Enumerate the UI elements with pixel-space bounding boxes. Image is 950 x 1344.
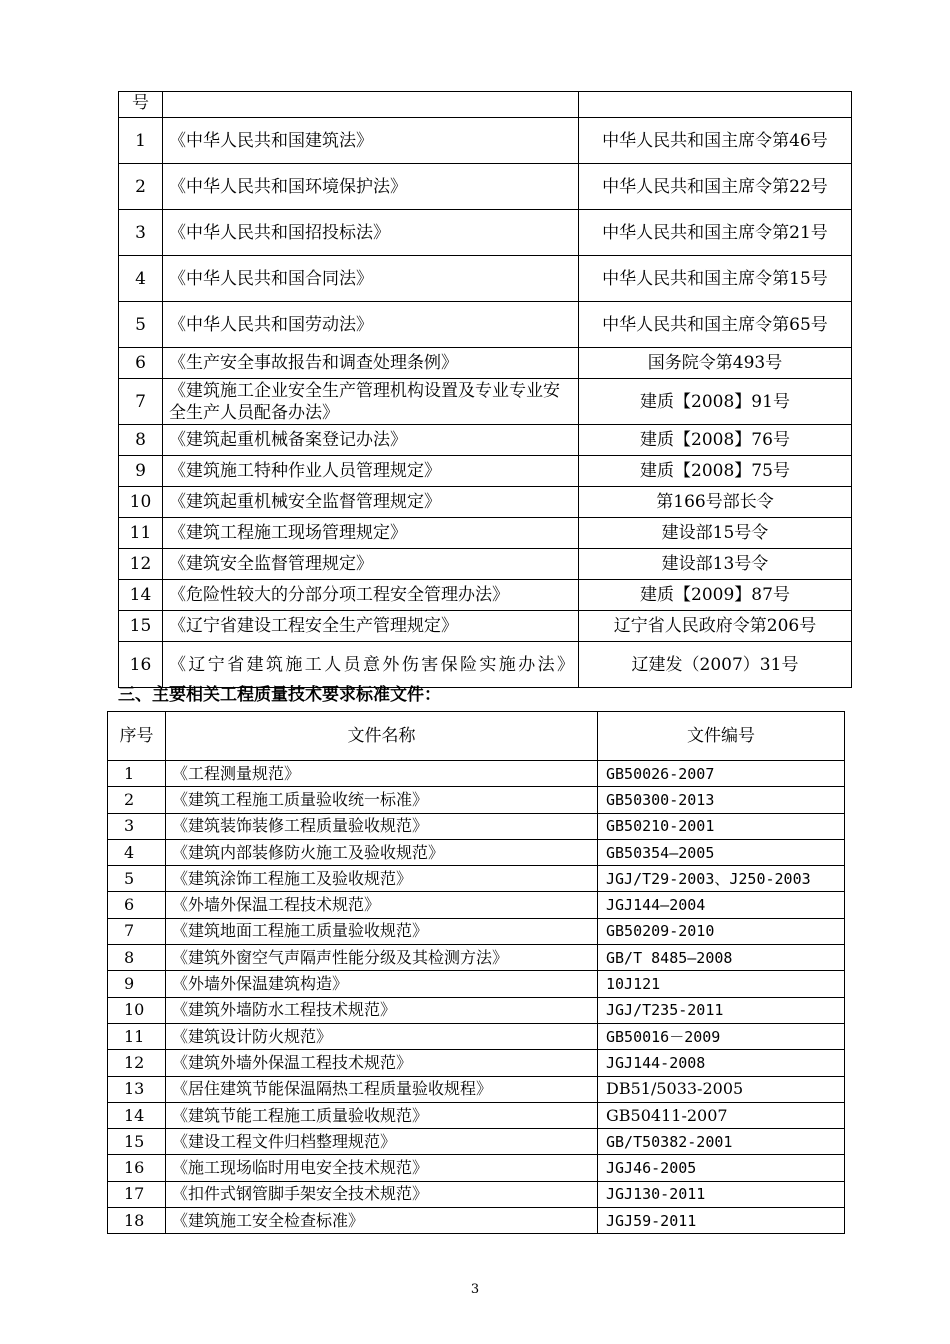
row-name: 《建筑起重机械备案登记办法》 — [163, 425, 579, 456]
row-num: 10 — [108, 997, 166, 1023]
row-ref: 中华人民共和国主席令第46号 — [579, 118, 852, 164]
table-row — [108, 1050, 845, 1076]
table-row — [108, 1155, 845, 1181]
row-name: 《辽宁省建设工程安全生产管理规定》 — [163, 611, 579, 642]
row-name: 《建筑涂饰工程施工及验收规范》 — [166, 866, 598, 892]
row-name: 《建筑安全监督管理规定》 — [163, 549, 579, 580]
row-name: 《建筑工程施工现场管理规定》 — [163, 518, 579, 549]
table-row — [119, 164, 852, 210]
row-name: 《辽宁省建筑施工人员意外伤害保险实施办法》 — [163, 642, 579, 688]
row-num: 1 — [108, 761, 166, 787]
row-ref: 建质【2008】91号 — [579, 379, 852, 425]
row-ref: 建质【2008】75号 — [579, 456, 852, 487]
row-num: 8 — [119, 425, 163, 456]
row-code: GB50026-2007 — [598, 761, 845, 787]
row-name: 《中华人民共和国合同法》 — [163, 256, 579, 302]
row-ref: 建质【2009】87号 — [579, 580, 852, 611]
row-ref: 国务院令第493号 — [579, 348, 852, 379]
row-ref: 中华人民共和国主席令第21号 — [579, 210, 852, 256]
row-ref: 辽宁省人民政府令第206号 — [579, 611, 852, 642]
table-row — [119, 348, 852, 379]
table-row — [108, 1102, 845, 1128]
row-num: 15 — [119, 611, 163, 642]
row-code: JGJ144—2004 — [598, 892, 845, 918]
table-row — [108, 839, 845, 865]
row-ref: 建设部15号令 — [579, 518, 852, 549]
table-row — [108, 1023, 845, 1049]
row-name: 《建筑工程施工质量验收统一标准》 — [166, 787, 598, 813]
row-num: 15 — [108, 1129, 166, 1155]
table-row — [119, 425, 852, 456]
row-code: GB/T50382-2001 — [598, 1129, 845, 1155]
row-name: 《扣件式钢管脚手架安全技术规范》 — [166, 1181, 598, 1207]
table-row — [108, 945, 845, 971]
header-num: 号 — [119, 92, 163, 118]
table-row — [108, 761, 845, 787]
row-ref: 建质【2008】76号 — [579, 425, 852, 456]
row-name: 《外墙外保温建筑构造》 — [166, 971, 598, 997]
table-row — [119, 210, 852, 256]
row-name: 《建筑施工企业安全生产管理机构设置及专业专业安全生产人员配备办法》 — [163, 379, 579, 425]
row-ref: 建设部13号令 — [579, 549, 852, 580]
row-name: 《建筑地面工程施工质量验收规范》 — [166, 918, 598, 944]
row-num: 7 — [119, 379, 163, 425]
table-row — [108, 892, 845, 918]
regulations-table — [118, 91, 852, 688]
row-name: 《中华人民共和国劳动法》 — [163, 302, 579, 348]
row-num: 14 — [119, 580, 163, 611]
row-name: 《建筑施工特种作业人员管理规定》 — [163, 456, 579, 487]
row-num: 3 — [119, 210, 163, 256]
table-row — [108, 1129, 845, 1155]
table-row — [119, 302, 852, 348]
row-ref: 第166号部长令 — [579, 487, 852, 518]
row-ref: 中华人民共和国主席令第15号 — [579, 256, 852, 302]
row-code: DB51/5033-2005 — [598, 1076, 845, 1102]
row-num: 5 — [108, 866, 166, 892]
table-row — [119, 456, 852, 487]
row-num: 6 — [108, 892, 166, 918]
row-ref: 中华人民共和国主席令第22号 — [579, 164, 852, 210]
row-num: 10 — [119, 487, 163, 518]
section-heading: 三、主要相关工程质量技术要求标准文件： — [118, 685, 441, 705]
row-num: 4 — [108, 839, 166, 865]
row-name: 《建筑设计防火规范》 — [166, 1023, 598, 1049]
row-num: 16 — [119, 642, 163, 688]
header-name — [163, 92, 579, 118]
page-number: 3 — [470, 1282, 480, 1297]
row-code: JGJ/T29-2003、J250-2003 — [598, 866, 845, 892]
table-row — [119, 118, 852, 164]
row-code: GB50300-2013 — [598, 787, 845, 813]
table-row — [108, 1076, 845, 1102]
table-row — [108, 971, 845, 997]
table-row — [119, 549, 852, 580]
row-name: 《建筑装饰装修工程质量验收规范》 — [166, 813, 598, 839]
row-num: 9 — [108, 971, 166, 997]
row-num: 2 — [108, 787, 166, 813]
row-num: 2 — [119, 164, 163, 210]
row-num: 14 — [108, 1102, 166, 1128]
row-code: 10J121 — [598, 971, 845, 997]
table-row — [108, 813, 845, 839]
row-code: GB50210-2001 — [598, 813, 845, 839]
row-name: 《危险性较大的分部分项工程安全管理办法》 — [163, 580, 579, 611]
table-header-row — [108, 712, 845, 761]
row-num: 4 — [119, 256, 163, 302]
row-name: 《建设工程文件归档整理规范》 — [166, 1129, 598, 1155]
row-code: JGJ46-2005 — [598, 1155, 845, 1181]
table-row — [119, 487, 852, 518]
row-num: 13 — [108, 1076, 166, 1102]
row-name: 《建筑施工安全检查标准》 — [166, 1208, 598, 1234]
row-num: 11 — [119, 518, 163, 549]
standards-table — [107, 711, 845, 1234]
row-code: GB50209-2010 — [598, 918, 845, 944]
row-name: 《施工现场临时用电安全技术规范》 — [166, 1155, 598, 1181]
row-ref: 辽建发（2007）31号 — [579, 642, 852, 688]
row-num: 18 — [108, 1208, 166, 1234]
row-name: 《中华人民共和国招投标法》 — [163, 210, 579, 256]
header-num: 序号 — [108, 712, 166, 761]
table-row — [119, 256, 852, 302]
table-row — [108, 787, 845, 813]
header-name: 文件名称 — [166, 712, 598, 761]
table-row — [108, 1208, 845, 1234]
row-name: 《建筑内部装修防火施工及验收规范》 — [166, 839, 598, 865]
row-name: 《生产安全事故报告和调查处理条例》 — [163, 348, 579, 379]
row-code: JGJ/T235-2011 — [598, 997, 845, 1023]
table-row — [119, 92, 852, 118]
row-num: 12 — [119, 549, 163, 580]
row-num: 7 — [108, 918, 166, 944]
row-num: 12 — [108, 1050, 166, 1076]
row-code: GB50016－2009 — [598, 1023, 845, 1049]
row-num: 3 — [108, 813, 166, 839]
row-num: 8 — [108, 945, 166, 971]
row-num: 1 — [119, 118, 163, 164]
row-name: 《建筑外墙外保温工程技术规范》 — [166, 1050, 598, 1076]
row-code: GB50354—2005 — [598, 839, 845, 865]
table-row — [108, 918, 845, 944]
row-code: JGJ130-2011 — [598, 1181, 845, 1207]
row-num: 9 — [119, 456, 163, 487]
row-name: 《建筑外墙防水工程技术规范》 — [166, 997, 598, 1023]
table-row — [119, 611, 852, 642]
table-row — [119, 518, 852, 549]
row-name: 《中华人民共和国建筑法》 — [163, 118, 579, 164]
table-row — [119, 379, 852, 425]
row-num: 17 — [108, 1181, 166, 1207]
table-row — [119, 580, 852, 611]
row-code: GB50411-2007 — [598, 1102, 845, 1128]
row-name: 《外墙外保温工程技术规范》 — [166, 892, 598, 918]
header-code: 文件编号 — [598, 712, 845, 761]
row-num: 5 — [119, 302, 163, 348]
row-code: JGJ59-2011 — [598, 1208, 845, 1234]
row-num: 11 — [108, 1023, 166, 1049]
row-name: 《工程测量规范》 — [166, 761, 598, 787]
row-code: GB/T 8485–2008 — [598, 945, 845, 971]
header-ref — [579, 92, 852, 118]
row-code: JGJ144-2008 — [598, 1050, 845, 1076]
row-name: 《居住建筑节能保温隔热工程质量验收规程》 — [166, 1076, 598, 1102]
row-name: 《建筑节能工程施工质量验收规范》 — [166, 1102, 598, 1128]
table-row — [108, 1181, 845, 1207]
row-ref: 中华人民共和国主席令第65号 — [579, 302, 852, 348]
row-num: 6 — [119, 348, 163, 379]
row-num: 16 — [108, 1155, 166, 1181]
row-name: 《中华人民共和国环境保护法》 — [163, 164, 579, 210]
table-row — [108, 997, 845, 1023]
table-row — [108, 866, 845, 892]
row-name: 《建筑外窗空气声隔声性能分级及其检测方法》 — [166, 945, 598, 971]
row-name: 《建筑起重机械安全监督管理规定》 — [163, 487, 579, 518]
